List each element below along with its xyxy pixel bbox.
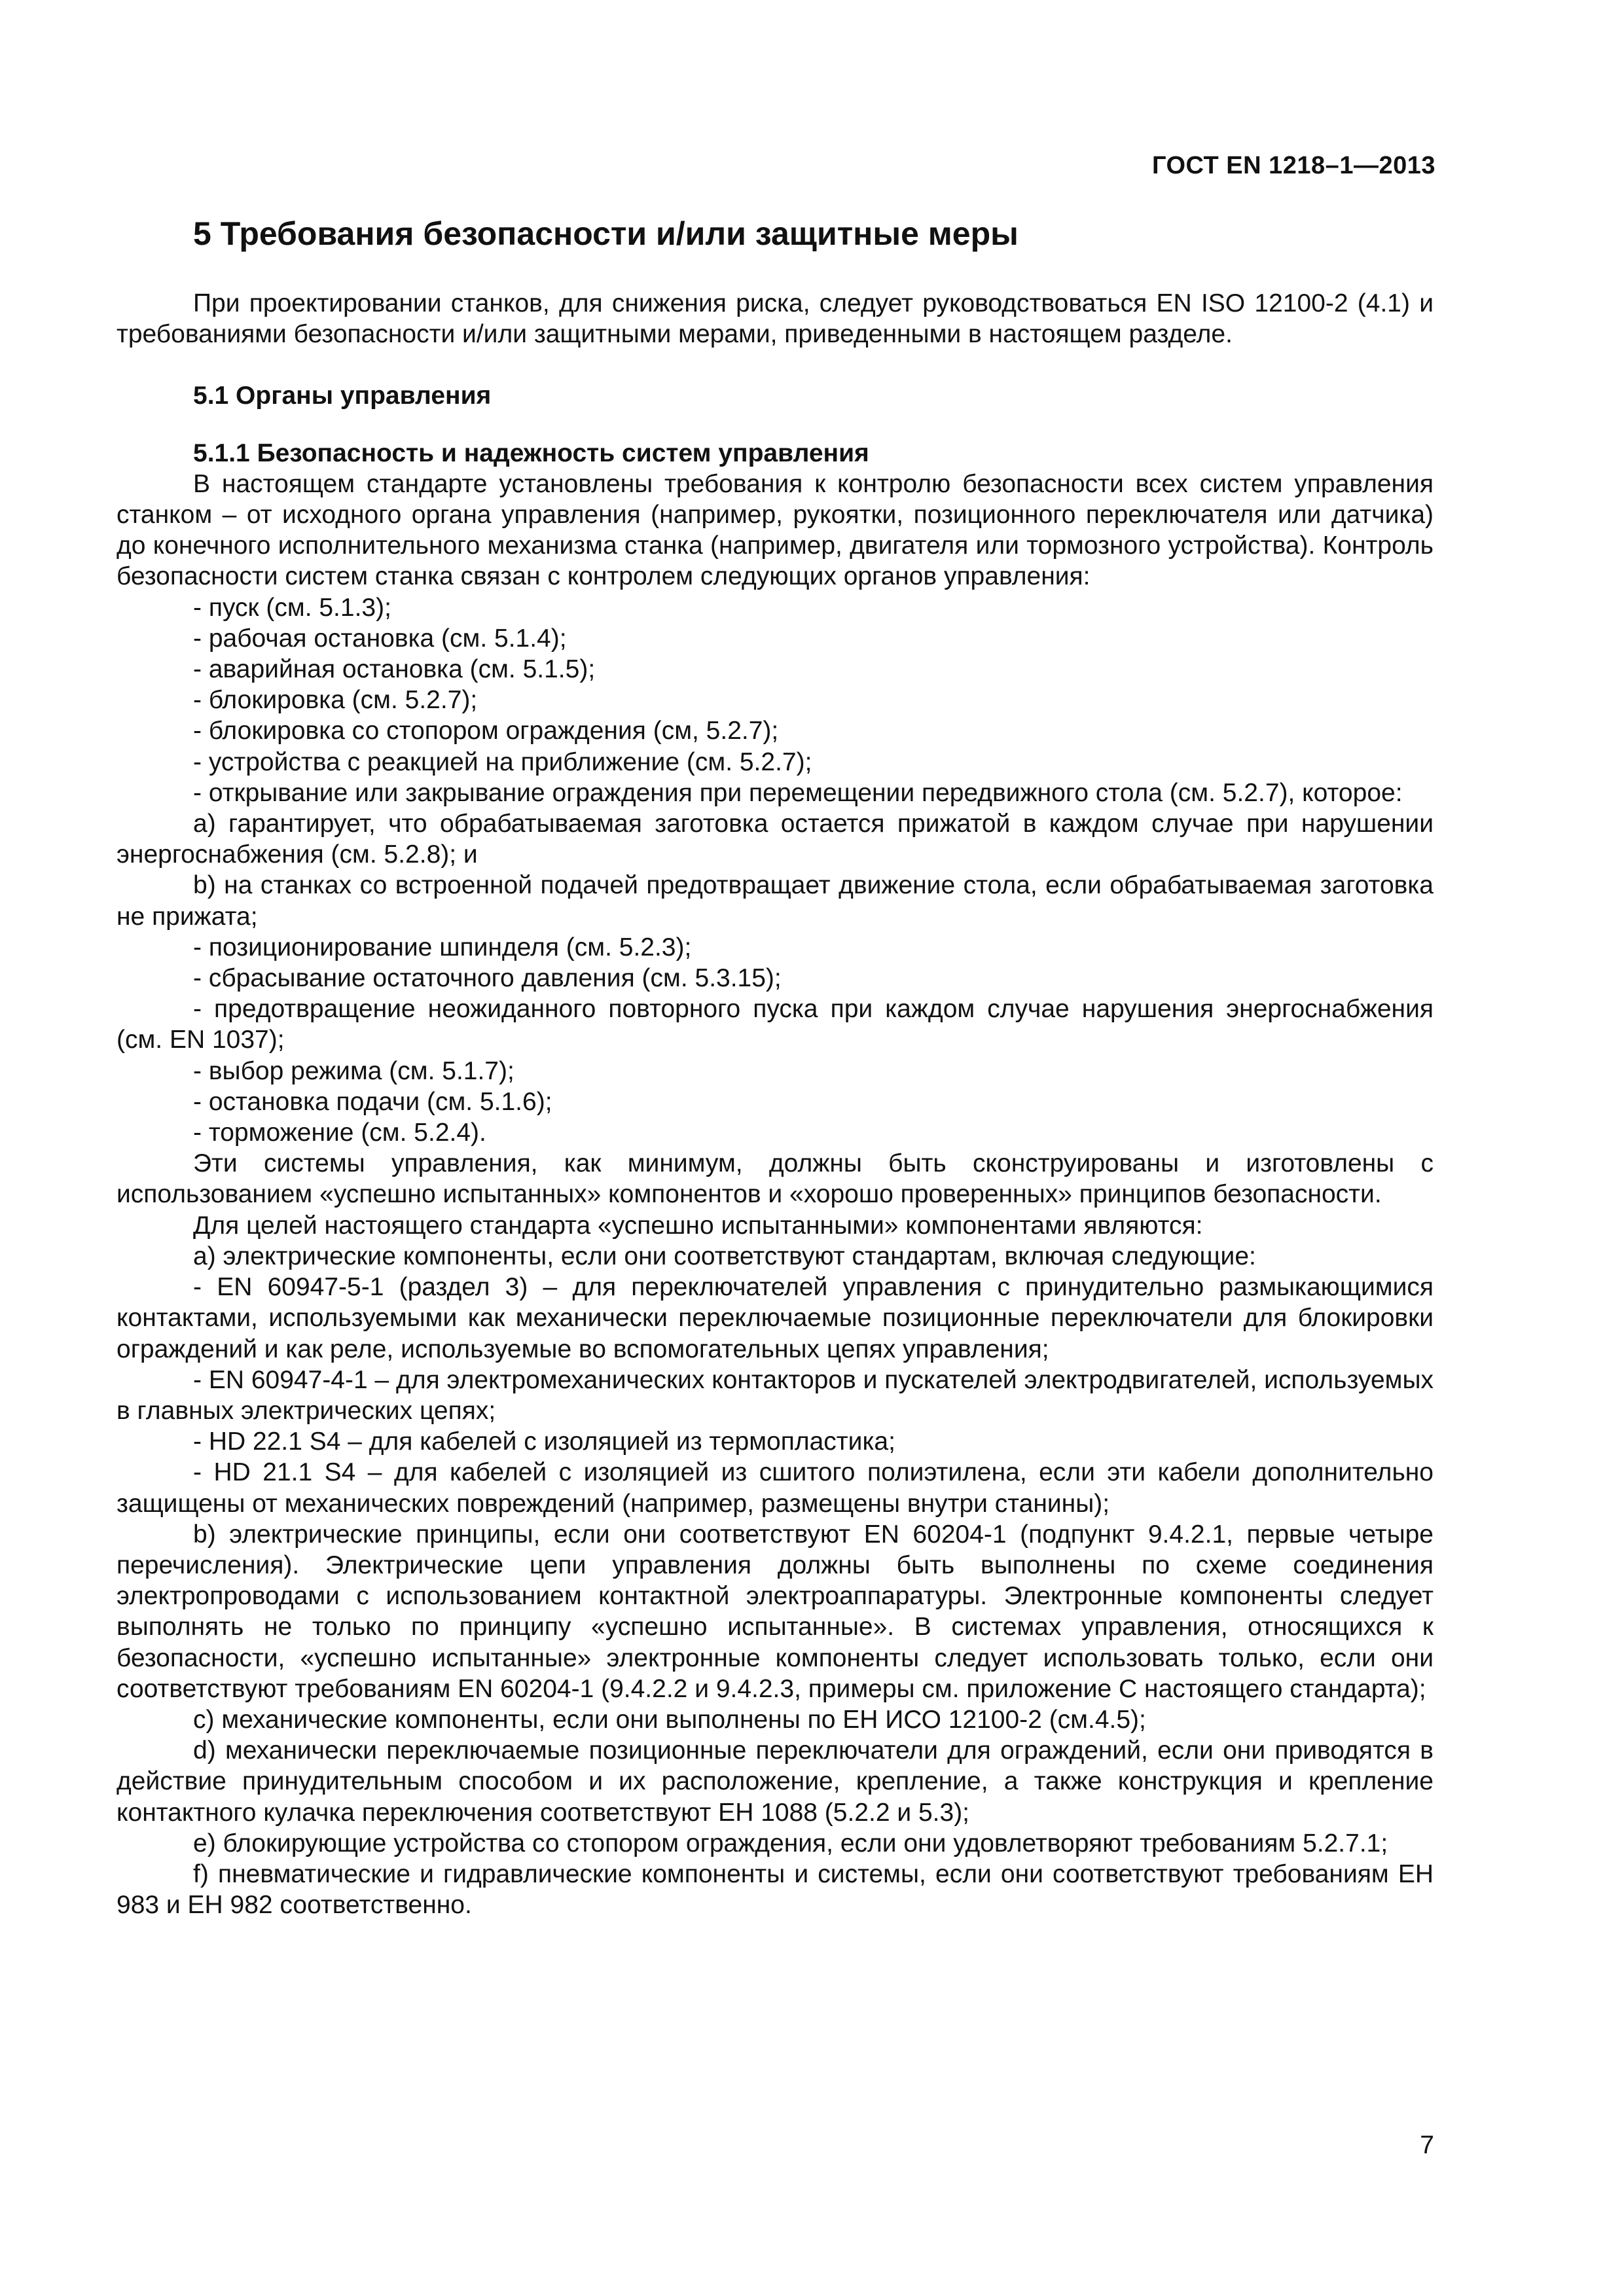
list-item: - блокировка со стопором ограждения (см, 5.2.7); xyxy=(193,717,779,745)
intro-paragraph: При проектировании станков, для снижения риска, следует руководствоваться EN ISO 12100-2 (4.1) и требованиями безопасности и/или защитными мерами, приведенными в настоящем разделе. xyxy=(117,289,1434,349)
page-number: 7 xyxy=(1420,2131,1434,2159)
list-item: d) механически переключаемые позиционные переключатели для ограждений, если они приводятся в действие принудительным способом и их расположение, крепление, а также конструкция и крепление контактного кулачка переключения соответствуют ЕН 1088 (5.2.2 и 5.3); xyxy=(117,1736,1434,1827)
list-item: a) гарантирует, что обрабатываемая заготовка остается прижатой в каждом случае при нарушении энергоснабжения (см. 5.2.8); и xyxy=(117,810,1434,869)
list-item: - устройства с реакцией на приближение (см. 5.2.7); xyxy=(193,747,812,776)
list-item: - выбор режима (см. 5.1.7); xyxy=(193,1056,514,1085)
list-item: - HD 22.1 S4 – для кабелей с изоляцией из термопластика; xyxy=(193,1427,895,1456)
document-body xyxy=(117,288,1434,1920)
list-item: - остановка подачи (см. 5.1.6); xyxy=(193,1087,552,1116)
list-item: c) механические компоненты, если они выполнены по ЕН ИСО 12100-2 (см.4.5); xyxy=(193,1705,1146,1734)
list-item: - аварийная остановка (см. 5.1.5); xyxy=(193,655,596,684)
paragraph: Эти системы управления, как минимум, должны быть сконструированы и изготовлены с использованием «успешно испытанных» компонентов и «хорошо проверенных» принципов безопасности. xyxy=(117,1149,1434,1209)
paragraph: Для целей настоящего стандарта «успешно испытанными» компонентами являются: xyxy=(193,1211,1203,1240)
list-item: - торможение (см. 5.2.4). xyxy=(193,1119,486,1147)
list-item: a) электрические компоненты, если они соответствуют стандартам, включая следующие: xyxy=(193,1242,1256,1270)
list-item: - EN 60947-4-1 – для электромеханических контакторов и пускателей электродвигателей, используемых в главных электрических цепях; xyxy=(117,1365,1434,1425)
list-item: - открывание или закрывание ограждения при перемещении передвижного стола (см. 5.2.7), которое: xyxy=(193,778,1403,807)
list-item: f) пневматические и гидравлические компоненты и системы, если они соответствуют требованиям ЕН 983 и ЕН 982 соответственно. xyxy=(117,1859,1434,1920)
list-item: b) на станках со встроенной подачей предотвращает движение стола, если обрабатываемая заготовка не прижата; xyxy=(117,871,1434,931)
list-item: b) электрические принципы, если они соответствуют EN 60204-1 (подпункт 9.4.2.1, первые четыре перечисления). Электрические цепи управления должны быть выполнены по схеме соединения электропроводами с использованием контактной электроаппаратуры. Электронные компоненты следует выполнять не только по принципу «успешно испытанные». В системах управления, относящихся к безопасности, «успешно испытанные» электронные компоненты следует использовать только, если они соответствуют требованиям EN 60204-1 (9.4.2.2 и 9.4.2.3, примеры см. приложение С настоящего стандарта); xyxy=(117,1520,1434,1703)
list-item: e) блокирующие устройства со стопором ограждения, если они удовлетворяют требованиям 5.2.7.1; xyxy=(193,1829,1388,1857)
list-item: - HD 21.1 S4 – для кабелей с изоляцией из сшитого полиэтилена, если эти кабели дополнительно защищены от механических повреждений (например, размещены внутри станины); xyxy=(117,1458,1434,1518)
list-item: - EN 60947-5-1 (раздел 3) – для переключателей управления с принудительно размыкающимися контактами, используемыми как механически переключаемые позиционные переключатели для блокировки ограждений и как реле, используемые во вспомогательных цепях управления; xyxy=(117,1273,1434,1363)
document-code-header: ГОСТ EN 1218–1—2013 xyxy=(1151,152,1435,179)
list-item: - рабочая остановка (см. 5.1.4); xyxy=(193,624,567,653)
paragraph: В настоящем стандарте установлены требования к контролю безопасности всех систем управления станком – от исходного органа управления (например, рукоятки, позиционного переключателя или датчика) до конечного исполнительного механизма станка (например, двигателя или тормозного устройства). Контроль безопасности систем станка связан с контролем следующих органов управления: xyxy=(117,469,1434,591)
list-item: - позиционирование шпинделя (см. 5.2.3); xyxy=(193,933,692,961)
list-item: - блокировка (см. 5.2.7); xyxy=(193,686,478,715)
section-title: 5 Требования безопасности и/или защитные меры xyxy=(193,215,1019,252)
clause-heading: 5.1.1 Безопасность и надежность систем управления xyxy=(193,439,869,467)
list-item: - пуск (см. 5.1.3); xyxy=(193,593,391,622)
subsection-heading: 5.1 Органы управления xyxy=(193,382,492,410)
list-item: - сбрасывание остаточного давления (см. 5.3.15); xyxy=(193,964,782,993)
list-item: - предотвращение неожиданного повторного пуска при каждом случае нарушения энергоснабжения (см. EN 1037); xyxy=(117,995,1434,1054)
